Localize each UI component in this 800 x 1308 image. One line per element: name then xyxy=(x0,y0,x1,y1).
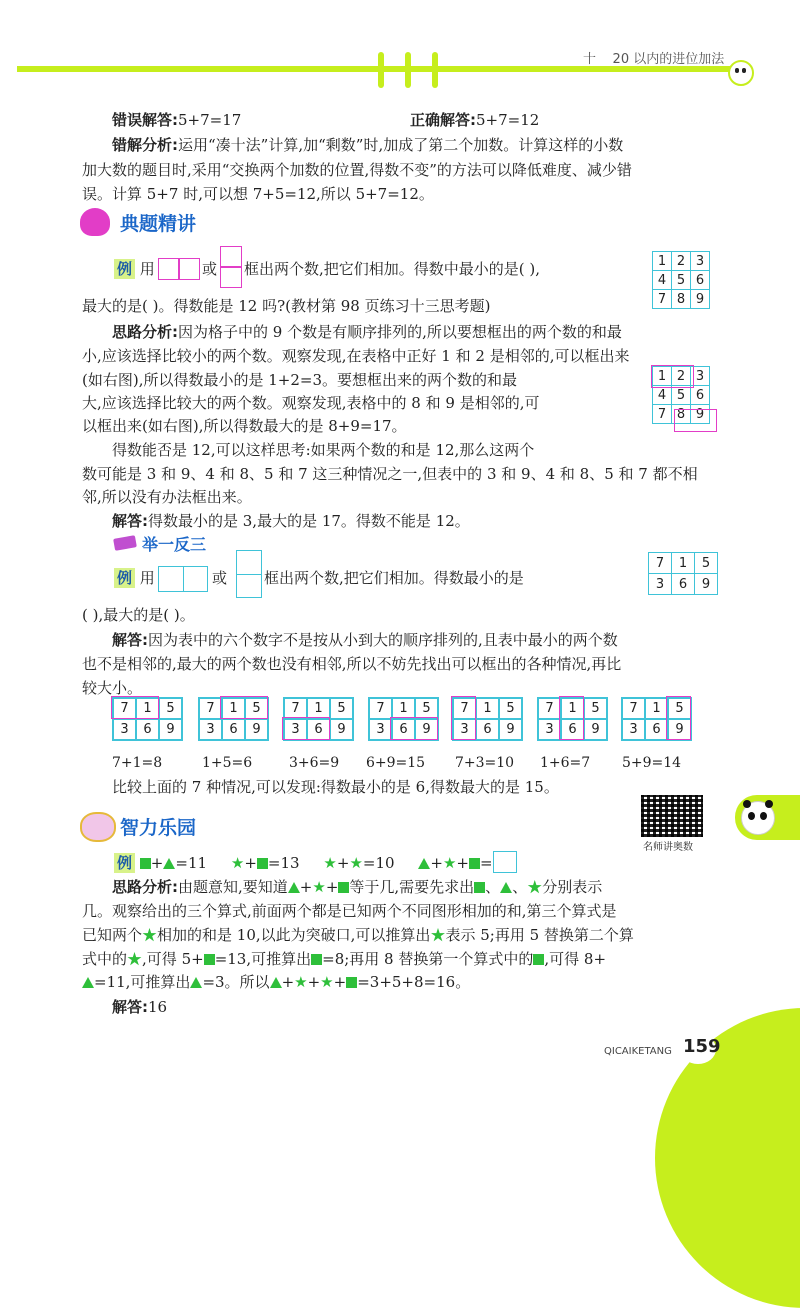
square-icon xyxy=(469,858,480,869)
case-cell: 5 xyxy=(415,698,438,719)
or-text: 或 xyxy=(202,260,218,278)
star-icon: ★ xyxy=(527,878,543,896)
case-cell: 6 xyxy=(307,719,330,740)
case-cell: 1 xyxy=(307,698,330,719)
footer-brand: QICAIKETANG xyxy=(604,1046,672,1057)
side-panda-tab xyxy=(735,795,800,840)
case-cell: 9 xyxy=(159,719,182,740)
analysis3: 思路分析:由题意知,要知道 +★+ 等于几,需要先求出 、 、★分别表示 xyxy=(112,878,603,896)
number-grid-1: 1 2 3 4 5 6 7 8 9 xyxy=(652,251,710,309)
case-frame xyxy=(282,717,330,740)
analysis1-line2: 小,应该选择比较小的两个数。观察发现,在表格中正好 1 和 2 是相邻的,可以框出来 xyxy=(82,347,630,365)
case-cell: 3 xyxy=(113,719,136,740)
example-label: 例 xyxy=(114,568,135,588)
star-icon: ★ xyxy=(312,878,326,896)
star-icon: ★ xyxy=(230,854,245,872)
case-grid-6 xyxy=(537,697,608,741)
case-cell: 9 xyxy=(245,719,268,740)
case-cell: 6 xyxy=(561,719,584,740)
kid-mascot-icon xyxy=(80,812,116,842)
case-cell: 9 xyxy=(668,719,691,740)
square-icon xyxy=(204,954,215,965)
case-cell: 7 xyxy=(453,698,476,719)
case-cell: 7 xyxy=(113,698,136,719)
error-analysis-line2: 加大数的题目时,采用“交换两个加数的位置,得数不变”的方法可以降低难度、减少错 xyxy=(82,161,632,179)
case-cell: 6 xyxy=(136,719,159,740)
case-cell: 7 xyxy=(369,698,392,719)
example1-line2: 最大的是( )。得数能是 12 吗?(教材第 98 页练习十三思考题) xyxy=(82,297,491,315)
frame-1-2 xyxy=(651,365,694,388)
example2-line2: ( ),最大的是( )。 xyxy=(82,606,195,624)
case-cell: 5 xyxy=(584,698,607,719)
case-cell: 3 xyxy=(622,719,645,740)
frame-8-9 xyxy=(674,409,717,432)
case-cell: 6 xyxy=(476,719,499,740)
analysis1-line5: 以框出来(如右图),所以得数最大的是 8+9=17。 xyxy=(82,417,407,435)
case-cell: 3 xyxy=(369,719,392,740)
triangle-icon xyxy=(190,977,202,988)
section-title-zhili: 智力乐园 xyxy=(120,817,197,839)
example1-question: 例 用 xyxy=(114,259,155,279)
eq-4: 6+9=15 xyxy=(366,755,426,771)
eq-1: 7+1=8 xyxy=(112,755,163,771)
case-grid-4 xyxy=(368,697,439,741)
case-cell: 5 xyxy=(499,698,522,719)
case-cell: 3 xyxy=(538,719,561,740)
section-title-dianti: 典题精讲 xyxy=(120,213,197,235)
case-cell: 9 xyxy=(415,719,438,740)
case-cell: 7 xyxy=(538,698,561,719)
page-number: 159 xyxy=(683,1036,721,1057)
triangle-icon xyxy=(418,858,430,869)
horizontal-blank-icon xyxy=(158,566,208,592)
number-grid-2: 1 2 3 4 5 6 7 8 9 xyxy=(652,366,710,424)
star-icon: ★ xyxy=(430,926,446,944)
case-cell: 5 xyxy=(245,698,268,719)
eq-6: 1+6=7 xyxy=(540,755,591,771)
square-icon xyxy=(140,858,151,869)
case-grid-2 xyxy=(198,697,269,741)
triangle-icon xyxy=(82,977,94,988)
answer2-line3: 较大小。 xyxy=(82,679,143,697)
horizontal-frame-icon xyxy=(158,258,200,280)
case-cell: 1 xyxy=(645,698,668,719)
binder-pins xyxy=(378,52,448,92)
analysis3-line5: =11,可推算出 =3。所以 +★+★+ =3+5+8=16。 xyxy=(82,972,470,992)
case-cell: 1 xyxy=(476,698,499,719)
analysis1-line3: (如右图),所以得数最小的是 1+2=3。要想框出来的两个数的和最 xyxy=(82,371,518,389)
triangle-icon xyxy=(163,858,175,869)
right-answer: 正确解答:5+7=12 xyxy=(410,111,540,129)
square-icon xyxy=(346,977,357,988)
case-cell: 9 xyxy=(584,719,607,740)
case-frame xyxy=(559,696,584,740)
qr-code-icon xyxy=(641,795,703,837)
case-cell: 1 xyxy=(136,698,159,719)
case-cell: 7 xyxy=(284,698,307,719)
square-icon xyxy=(533,954,544,965)
star-icon: ★ xyxy=(320,973,334,991)
number-grid-715: 7 1 5 3 6 9 xyxy=(648,552,718,595)
answer2: 解答:因为表中的六个数字不是按从小到大的顺序排列的,且表中最小的两个数 xyxy=(112,631,618,649)
case-grid-3 xyxy=(283,697,354,741)
analysis1-line6: 得数能否是 12,可以这样思考:如果两个数的和是 12,那么这两个 xyxy=(112,441,535,459)
wrong-answer: 错误解答:5+7=17 xyxy=(112,111,242,129)
case-cell: 5 xyxy=(668,698,691,719)
case-cell: 3 xyxy=(284,719,307,740)
example-label: 例 xyxy=(114,853,135,873)
case-cell: 3 xyxy=(453,719,476,740)
header-title: 十 20 以内的进位加法 xyxy=(583,52,725,67)
eq-3: 3+6=9 xyxy=(289,755,340,771)
case-cell: 6 xyxy=(222,719,245,740)
analysis1-line4: 大,应该选择比较大的两个数。观察发现,表格中的 8 和 9 是相邻的,可 xyxy=(82,394,540,412)
case-cell: 6 xyxy=(645,719,668,740)
mascot-icon xyxy=(80,208,110,236)
analysis3-line3: 已知两个★相加的和是 10,以此为突破口,可以推算出★表示 5;再用 5 替换第二个算 xyxy=(82,926,634,944)
case-cell: 3 xyxy=(199,719,222,740)
vertical-blank-icon xyxy=(236,550,262,598)
case-frame xyxy=(451,696,476,740)
footer-semicircle xyxy=(655,1008,800,1308)
case-grid-7 xyxy=(621,697,692,741)
answer2-line2: 也不是相邻的,最大的两个数也没有相邻,所以不妨先找出可以框出的各种情况,再比 xyxy=(82,655,622,673)
star-icon: ★ xyxy=(142,926,158,944)
case-cell: 5 xyxy=(159,698,182,719)
case-frame xyxy=(111,696,159,719)
star-icon: ★ xyxy=(349,854,363,872)
triangle-icon xyxy=(500,882,512,893)
case-frame xyxy=(220,696,268,719)
star-icon: ★ xyxy=(323,854,337,872)
case-cell: 1 xyxy=(392,698,415,719)
vertical-frame-icon xyxy=(220,246,242,288)
qr-caption: 名师讲奥数 xyxy=(643,842,693,853)
eq-5: 7+3=10 xyxy=(455,755,515,771)
star-icon: ★ xyxy=(127,950,143,968)
example2-question: 例 用 xyxy=(114,568,155,588)
analysis1-line7: 数可能是 3 和 9、4 和 8、5 和 7 这三种情况之一,但表中的 3 和 9、4 和 8、5 和 7 都不相 xyxy=(82,465,698,483)
case-frame xyxy=(390,717,438,740)
example1-text: 框出两个数,把它们相加。得数中最小的是( ), xyxy=(244,260,541,278)
square-icon xyxy=(338,882,349,893)
case-cell: 7 xyxy=(622,698,645,719)
analysis1: 思路分析:因为格子中的 9 个数是有顺序排列的,所以要想框出的两个数的和最 xyxy=(112,323,622,341)
case-cell: 5 xyxy=(330,698,353,719)
square-icon xyxy=(257,858,268,869)
panda-logo-icon xyxy=(728,60,754,86)
example-label: 例 xyxy=(114,259,135,279)
error-analysis-line3: 误。计算 5+7 时,可以想 7+5=12,所以 5+7=12。 xyxy=(82,185,434,203)
analysis1-line8: 邻,所以没有办法框出来。 xyxy=(82,488,252,506)
case-cell: 7 xyxy=(199,698,222,719)
star-icon: ★ xyxy=(442,854,457,872)
case-grid-5 xyxy=(452,697,523,741)
example3-equations: 例 + =11 ★+ =13 ★+★=10 +★+ = xyxy=(114,851,517,873)
eq-2: 1+5=6 xyxy=(202,755,253,771)
star-icon: ★ xyxy=(294,973,308,991)
case-cell: 6 xyxy=(392,719,415,740)
case-cell: 9 xyxy=(499,719,522,740)
case-cell: 9 xyxy=(330,719,353,740)
case-frame xyxy=(666,696,691,740)
triangle-icon xyxy=(270,977,282,988)
answer1: 解答:得数最小的是 3,最大的是 17。得数不能是 12。 xyxy=(112,512,470,530)
eq-7: 5+9=14 xyxy=(622,755,682,771)
answer-blank xyxy=(493,851,517,873)
error-analysis: 错解分析:运用“凑十法”计算,加“剩数”时,加成了第二个加数。计算这样的小数 xyxy=(112,136,624,154)
conclusion: 比较上面的 7 种情况,可以发现:得数最小的是 6,得数最大的是 15。 xyxy=(112,778,559,796)
example2-text: 框出两个数,把它们相加。得数最小的是 xyxy=(264,569,524,587)
answer3: 解答:16 xyxy=(112,998,168,1016)
analysis3-line2: 几。观察给出的三个算式,前面两个都是已知两个不同图形相加的和,第三个算式是 xyxy=(82,902,617,920)
square-icon xyxy=(474,882,485,893)
triangle-icon xyxy=(288,882,300,893)
case-grid-1 xyxy=(112,697,183,741)
case-cell: 1 xyxy=(561,698,584,719)
section-title-juyi: 举一反三 xyxy=(142,535,207,554)
case-cell: 1 xyxy=(222,698,245,719)
analysis3-line4: 式中的★,可得 5+ =13,可推算出 =8;再用 8 替换第一个算式中的 ,可得 8+ xyxy=(82,950,607,968)
square-icon xyxy=(311,954,322,965)
pencil-icon xyxy=(113,535,137,551)
or-text: 或 xyxy=(212,569,228,587)
